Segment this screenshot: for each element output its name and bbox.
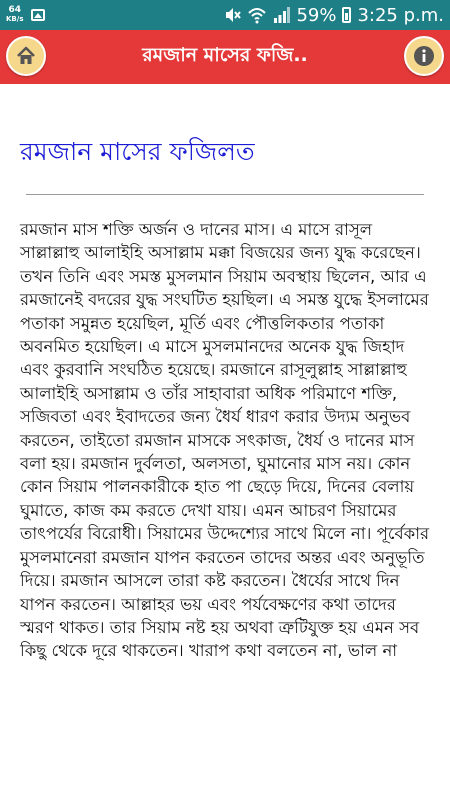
article-content[interactable] [0,84,450,800]
article-body: রমজান মাস শক্তি অর্জন ও দানের মাস। এ মাসে রাসূল সাল্লাল্লাহু আলাইহি অসাল্লাম মক্কা বিজয়ের জন্য যুদ্ধ করেছেন। তখন তিনি এবং সমস্ত মুসলমান সিয়াম অবস্থায় ছিলেন, আর এ রমজানেই বদরের যুদ্ধ সংঘটিত হয়ছিল। এ সমস্ত যুদ্ধে ইসলামের পতাকা সমুন্নত হয়েছিল, মূর্তি এবং পৌত্তলিকতার পতাকা অবনমিত হয়েছিল। এ মাসে মুসলমানদের অনেক যুদ্ধ জিহাদ এবং কুরবানি সংঘঠিত হয়েছে। রমজানে রাসূলুল্লাহ সাল্লাল্লাহু আলাইহি অসাল্লাম ও তাঁর সাহাবারা অধিক পরিমাণে শক্তি, সজিবতা এবং ইবাদতের জন্য ধৈর্য ধারণ করার উদ্যম অনুভব করতেন, তাইতো রমজান মাসকে সৎকাজ, ধৈর্য ও দানের মাস বলা হয়। রমজান দুর্বলতা, অলসতা, ঘুমানোর মাস নয়। কোন কোন সিয়াম পালনকারীকে হাত পা ছেড়ে দিয়ে, দিনের বেলায় ঘুমাতে, কাজ কম করতে দেখা যায়। এমন আচরণ সিয়ামের তাৎপর্যের বিরোধী। সিয়ামের উদ্দেশ্যের সাথে মিলে না। পূর্বেকার মুসলমানেরা রমজান যাপন করতেন তাদের অন্তর এবং অনুভূতি দিয়ে। রমজান আসলে তারা কষ্ট করতেন। ধৈর্যের সাথে দিন যাপন করতেন। আল্লাহর ভয় এবং পর্যবেক্ষণের কথা তাদের স্মরণ থাকত। তার সিয়াম নষ্ট হয় অথবা ত্রুটিযুক্ত হয় এমন সব কিছু থেকে দূরে থাকতেন। খারাপ কথা বলতেন না, ভাল না [20,220,430,661]
title-divider [26,194,424,195]
home-button[interactable] [6,36,46,76]
signal-icon [272,6,290,24]
article-title: রমজান মাসের ফজিলত [20,137,255,166]
battery-percent: 59% [296,4,337,26]
net-speed-unit: KB/s [6,15,24,23]
battery-icon [342,7,351,23]
network-speed-indicator [6,6,23,24]
app-title: রমজান মাসের ফজি.. [142,44,308,66]
mute-icon [224,6,242,24]
status-right [224,5,444,26]
home-icon [15,45,37,67]
app-bar [0,30,450,84]
clock: 3:25 p.m. [357,4,444,26]
status-left [6,6,45,24]
info-icon [412,44,436,68]
gallery-icon [31,9,45,21]
status-bar [0,0,450,30]
info-button[interactable] [404,36,444,76]
net-speed-value: 64 [8,5,21,15]
wifi-icon [248,6,266,24]
